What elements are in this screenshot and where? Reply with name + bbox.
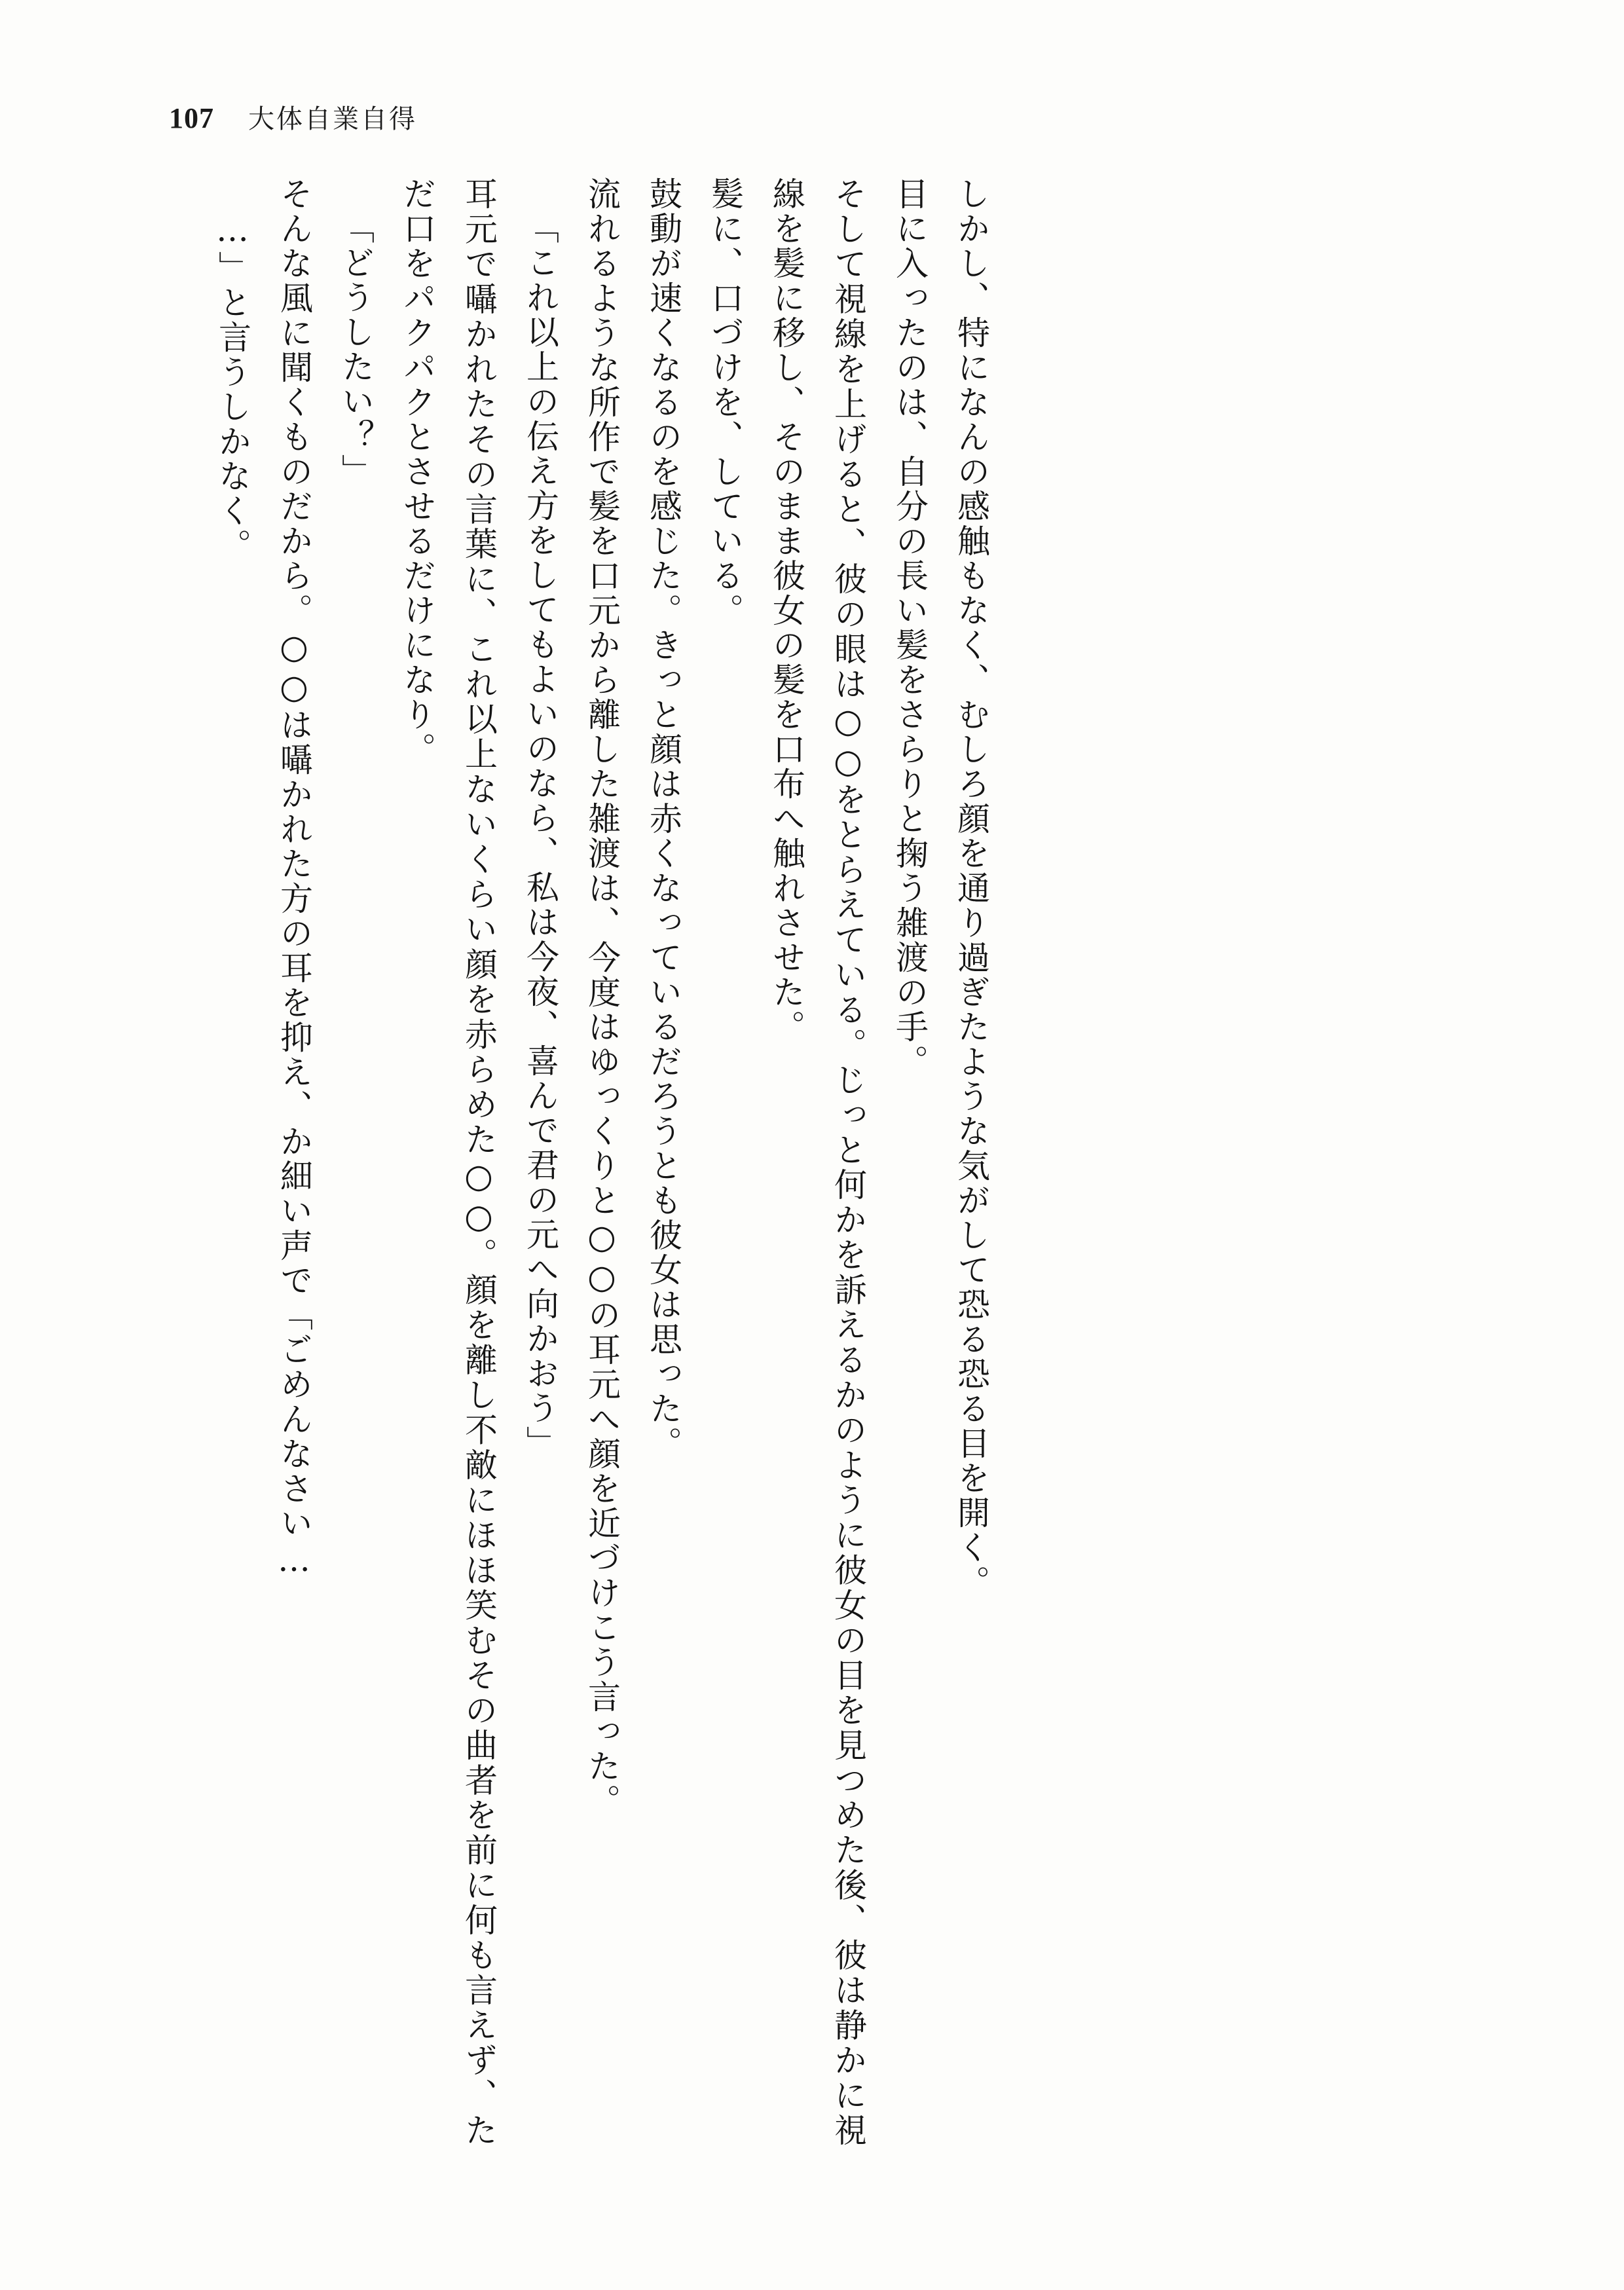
vertical-text-block xyxy=(202,177,1002,2148)
body-text-area xyxy=(202,177,1485,2148)
body-paragraph: 流れるような所作で髪を口元から離した雑渡は、今度はゆっくりと○○の耳元へ顔を近づけこう言った。 xyxy=(583,177,621,1819)
body-paragraph: そんな風に聞くものだから。○○は囁かれた方の耳を抑え、か細い声で「ごめんなさい… xyxy=(275,177,313,1581)
body-paragraph: 「どうしたい？」 xyxy=(337,211,375,489)
body-paragraph: 髪に、口づけを、している。 xyxy=(706,177,744,628)
page-number: 107 xyxy=(169,102,214,134)
body-paragraph: 目に入ったのは、自分の長い髪をさらりと掬う雑渡の手。 xyxy=(891,177,929,1079)
running-header xyxy=(169,98,417,136)
body-paragraph: そして視線を上げると、彼の眼は○○をとらえている。じっと何かを訴えるかのように彼女の目を見つめた後、彼は静かに視線を髪に移し、そのまま彼女の髪を口布へ触れさせた。 xyxy=(767,177,867,2148)
running-title: 大体自業自得 xyxy=(248,104,417,134)
body-paragraph: 「これ以上の伝え方をしてもよいのなら、私は今夜、喜んで君の元へ向かおう」 xyxy=(521,211,559,1460)
body-paragraph: 耳元で囁かれたその言葉に、これ以上ないくらい顔を赤らめた○○。顔を離し不敵にほほ笑むその曲者を前に何も言えず、ただ口をパクパクとさせるだけになり。 xyxy=(398,177,498,2148)
body-paragraph: しかし、特になんの感触もなく、むしろ顔を通り過ぎたような気がして恐る恐る目を開く。 xyxy=(952,177,990,1600)
body-paragraph: …」と言うしかなく。 xyxy=(213,211,251,563)
body-paragraph: 鼓動が速くなるのを感じた。きっと顔は赤くなっているだろうとも彼女は思った。 xyxy=(644,177,682,1461)
